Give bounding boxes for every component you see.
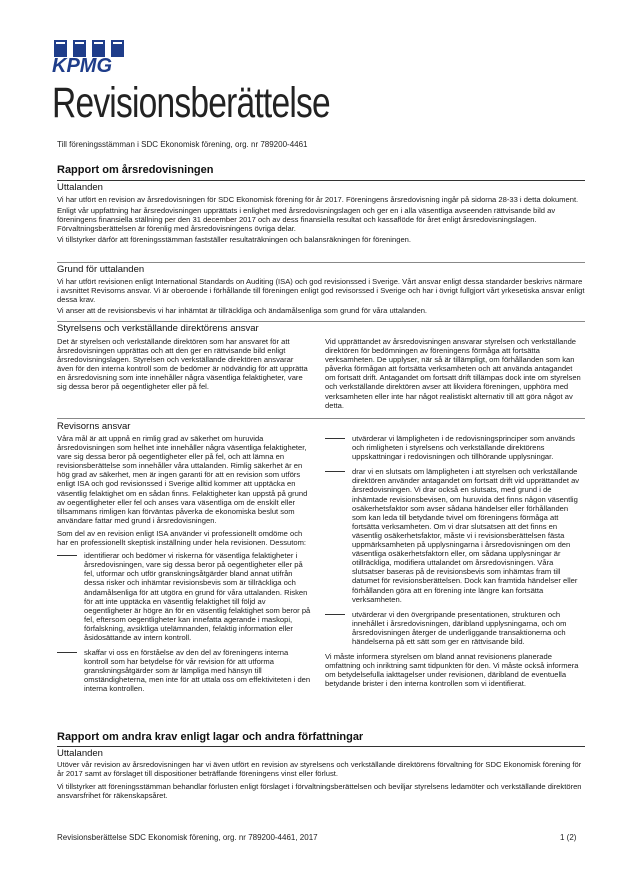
document-title: Revisionsberättelse bbox=[52, 79, 330, 127]
revisorns-left-column bbox=[57, 434, 311, 700]
footer-page-number: 1 (2) bbox=[560, 833, 577, 842]
dash-marker bbox=[57, 652, 77, 653]
footer-left: Revisionsberättelse SDC Ekonomisk förening, org. nr 789200-4461, 2017 bbox=[57, 833, 318, 842]
paragraph: Våra mål är att uppnå en rimlig grad av säkerhet om huruvida årsredovisningen som helhet inte innehåller några väsentliga felaktigheter, vare sig dessa beror på oegentligheter eller på fel, och att lämna en revisionsberättelse som innehåller våra uttalanden. Rimlig säkerhet är en hög grad av säkerhet, men är ingen garanti för att en revision som utförs enligt ISA och god revisionssed i Sverige alltid kommer att upptäcka en väsentlig felaktighet om en sådan finns. Felaktigheter kan uppstå på grund av oegentligheter eller fel och anses vara väsentliga om de enskilt eller tillsammans rimligen kan förväntas påverka de ekonomiska beslut som användare fattar med grund i årsredovisningen. bbox=[57, 434, 308, 525]
subheading-uttalanden-other: Uttalanden bbox=[57, 748, 103, 759]
dash-marker bbox=[57, 555, 77, 556]
subheading-revisorns: Revisorns ansvar bbox=[57, 421, 131, 432]
dash-marker bbox=[325, 614, 345, 615]
subheading-styrelsens: Styrelsens och verkställande direktörens ansvar bbox=[57, 323, 259, 334]
kpmg-logo bbox=[50, 38, 132, 74]
paragraph: Vi har utfört revisionen enligt International Standards on Auditing (ISA) och god revisionssed i Sverige. Vårt ansvar enligt dessa standarder beskrivs närmare i avsnittet Revisorns ansvar. Vi är oberoende i förhållande till föreningen enligt god revisorssed i Sverige och har i övrigt fullgjort vårt yrkesetiska ansvar enligt dessa krav. bbox=[57, 277, 585, 305]
list-item-text: utvärderar vi den övergripande presentationen, strukturen och innehållet i årsredovisningen, däribland upplysningarna, och om årsredovisningen återger de underliggande transaktionerna och händelserna på ett sätt som ger en rättvisande bild. bbox=[352, 609, 567, 646]
dash-marker bbox=[325, 471, 345, 472]
list-item-text: skaffar vi oss en förståelse av den del av föreningens interna kontroll som har betydelse för vår revision för att utforma granskningsåtgärder som är lämpliga med hänsyn till omständigheterna, men inte för att uttala oss om effektiviteten i den interna kontrollen. bbox=[84, 648, 311, 694]
section-rule bbox=[57, 180, 585, 181]
section-rule bbox=[57, 262, 585, 263]
list-item bbox=[325, 467, 583, 603]
kpmg-logo-graphic bbox=[50, 38, 132, 74]
styrelsens-text-left: Det är styrelsen och verkställande direktören som har ansvaret för att årsredovisningen upprättas och att den ger en rättvisande bild enligt årsredovisningslagen. Styrelsen och verkställande direktören ansvarar även för den interna kontroll som de bedömer är nödvändig för att upprätta en årsredovisning som inte innehåller några väsentliga felaktigheter, vare sig dessa beror på oegentligheter eller på fel. bbox=[57, 337, 308, 392]
list-item-text: identifierar och bedömer vi riskerna för väsentliga felaktigheter i årsredovisningen, vare sig dessa beror på oegentligheter eller på fel, utformar och utför granskningsåtgärder bland annat utifrån dessa risker och inhämtar revisionsbevis som är tillräckliga och ändamålsenliga för att utgöra en grund för våra uttalanden. Risken för att inte upptäcka en väsentlig felaktighet till följd av oegentligheter är högre än för en väsentlig felaktighet som beror på fel, eftersom oegentligheter kan innefatta agerande i maskopi, förfalskning, avsiktliga utelämnanden, felaktig information eller åsidosättande av intern kontroll. bbox=[84, 551, 311, 642]
list-item bbox=[57, 648, 311, 693]
other-uttalanden-text bbox=[57, 760, 585, 802]
list-item bbox=[325, 610, 583, 646]
paragraph: Enligt vår uppfattning har årsredovisningen upprättats i enlighet med årsredovisningslagen och ger en i alla väsentliga avseenden rättvisande bild av föreningens finansiella ställning per den 31 december 2017 och av dess finansiella resultat och kassaflöde för året enligt årsredovisningslagen. Förvaltningsberättelsen är förenlig med årsredovisningens övriga delar. bbox=[57, 206, 556, 234]
paragraph: Vi måste informera styrelsen om bland annat revisionens planerade omfattning och inriktning samt tidpunkten för den. Vi måste också informera om betydelsefulla iakttagelser under revisionen, däribland de eventuella betydande brister i den interna kontrollen som vi identifierat. bbox=[325, 652, 579, 689]
list-item bbox=[325, 434, 583, 461]
revisorns-right-column bbox=[325, 434, 583, 690]
document-addressee: Till föreningsstämman i SDC Ekonomisk förening, org. nr 789200-4461 bbox=[57, 140, 308, 149]
list-item-text: drar vi en slutsats om lämpligheten i att styrelsen och verkställande direktören använder antagandet om fortsatt drift vid upprättandet av årsredovisningen. Vi drar också en slutsats, med grund i de inhämtade revisionsbevisen, om huruvida det finns någon väsentlig osäkerhetsfaktor som avser sådana händelser eller förhållanden som kan leda till betydande tvivel om föreningens förmåga att fortsätta verksamheten. Om vi drar slutsatsen att det finns en väsentlig osäkerhetsfaktor, måste vi i revisionsberättelsen fästa uppmärksamheten på upplysningarna i årsredovisningen om den väsentliga osäkerhetsfaktorn eller, om sådana upplysningar är otillräckliga, modifiera uttalandet om årsredovisningen. Våra slutsatser baseras på de revisionsbevis som inhämtas fram till datumet för revisionsberättelsen. Dock kan framtida händelser eller förhållanden göra att en förening inte längre kan fortsätta verksamheten. bbox=[352, 467, 580, 604]
revisorns-left-bullets bbox=[57, 551, 311, 693]
paragraph: Som del av en revision enligt ISA använder vi professionellt omdöme och har en professionellt skeptisk inställning under hela revisionen. Dessutom: bbox=[57, 528, 307, 548]
section-rule bbox=[57, 746, 585, 747]
list-item bbox=[57, 551, 311, 642]
subheading-uttalanden: Uttalanden bbox=[57, 182, 103, 193]
section-heading-other-requirements: Rapport om andra krav enligt lagar och andra författningar bbox=[57, 731, 364, 743]
dash-marker bbox=[325, 438, 345, 439]
grund-text bbox=[57, 277, 585, 317]
paragraph: Vi tillstyrker därför att föreningsstämman fastställer resultaträkningen och balansräkningen för föreningen. bbox=[57, 235, 411, 245]
paragraph: Utöver vår revision av årsredovisningen har vi även utfört en revision av styrelsens och verkställande direktörens förvaltning för SDC Ekonomisk förening för år 2017 samt av förslaget till dispositioner beträffande föreningens vinst eller förlust. bbox=[57, 760, 582, 779]
paragraph: Vi tillstyrker att föreningsstämman behandlar förlusten enligt förslaget i förvaltningsberättelsen och beviljar styrelsens ledamöter och verkställande direktören ansvarsfrihet för räkenskapsåret. bbox=[57, 782, 582, 801]
section-heading-annual-report: Rapport om årsredovisningen bbox=[57, 164, 214, 176]
section-rule bbox=[57, 321, 585, 322]
paragraph: Vi anser att de revisionsbevis vi har inhämtat är tillräckliga och ändamålsenliga som grund för våra uttalanden. bbox=[57, 306, 428, 316]
styrelsens-text-right: Vid upprättandet av årsredovisningen ansvarar styrelsen och verkställande direktören för bedömningen av föreningens förmåga att fortsätta verksamheten. De upplyser, när så är tillämpligt, om förhållanden som kan påverka förmågan att fortsätta verksamheten och att använda antagandet om fortsatt drift. Antagandet om fortsatt drift tillämpas dock inte om styrelsen och verkställande direktören avser att likvidera föreningen, upphöra med verksamheten eller inte har något realistiskt alternativ till att göra något av detta. bbox=[325, 337, 581, 410]
revisorns-right-bullets bbox=[325, 434, 583, 646]
list-item-text: utvärderar vi lämpligheten i de redovisningsprinciper som används och rimligheten i styrelsens och verkställande direktörens uppskattningar i redovisningen och tillhörande upplysningar. bbox=[352, 434, 575, 462]
kpmg-logo-text: KPMG bbox=[52, 55, 112, 74]
uttalanden-text bbox=[57, 195, 585, 246]
section-rule bbox=[57, 418, 585, 419]
paragraph: Vi har utfört en revision av årsredovisningen för SDC Ekonomisk förening för år 2017. Föreningens årsredovisning ingår på sidorna 28-33 i detta dokument. bbox=[57, 195, 579, 204]
subheading-grund: Grund för uttalanden bbox=[57, 264, 145, 275]
